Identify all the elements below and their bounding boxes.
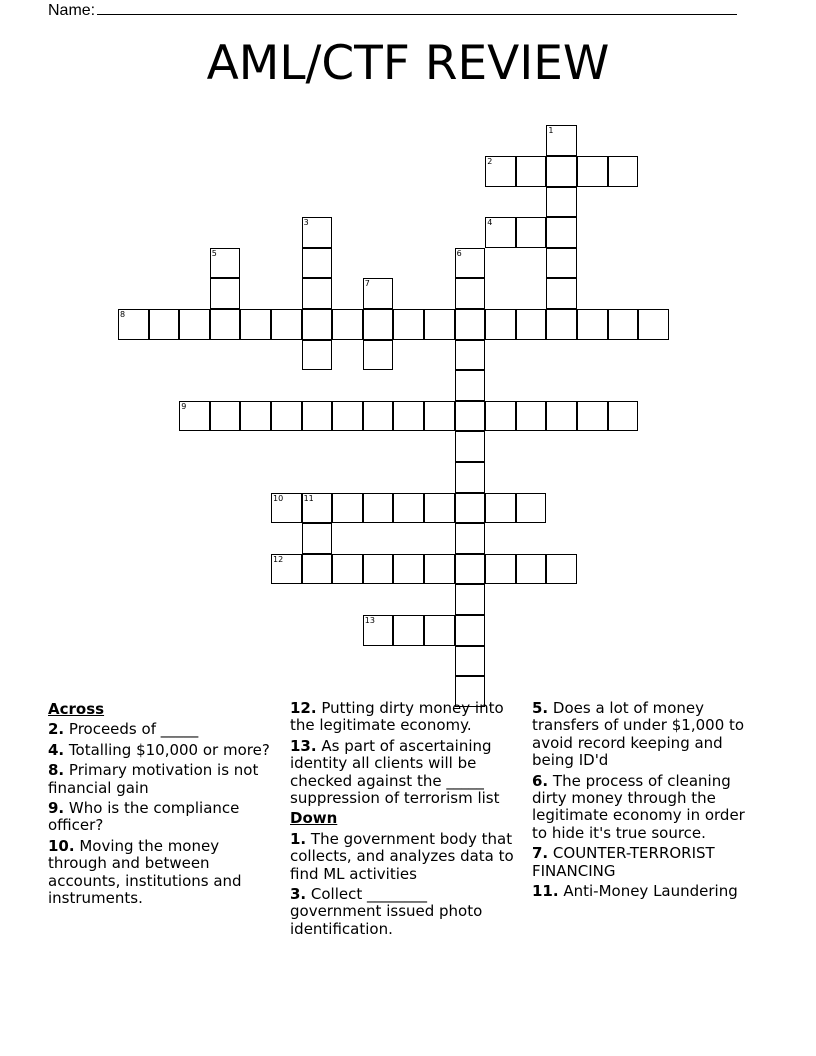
clue-item-text: The process of cleaning dirty money through the legitimate economy in order to hide it's true source. <box>532 771 745 842</box>
clue-item-number: 11. <box>532 882 559 901</box>
clue-item-text: Primary motivation is not financial gain <box>48 761 259 797</box>
clue-number: 1 <box>548 126 554 136</box>
grid-cell[interactable] <box>546 554 577 585</box>
grid-cell[interactable] <box>240 401 271 432</box>
clue-item-number: 10. <box>48 836 75 855</box>
clue-item-number: 8. <box>48 761 65 780</box>
clue-item-number: 12. <box>290 699 317 717</box>
grid-cell[interactable] <box>424 401 455 432</box>
grid-cell[interactable] <box>455 584 486 615</box>
grid-cell[interactable] <box>516 156 547 187</box>
puzzle-title: AML/CTF REVIEW <box>206 36 610 91</box>
grid-cell[interactable] <box>485 309 516 340</box>
grid-cell[interactable] <box>455 340 486 371</box>
grid-cell[interactable] <box>424 554 455 585</box>
clue-number: 8 <box>120 310 126 319</box>
clue-item <box>290 700 522 735</box>
clue-item <box>48 762 280 797</box>
grid-cell[interactable] <box>332 401 363 432</box>
grid-cell-numbered[interactable] <box>363 615 394 646</box>
clue-number: 9 <box>181 401 187 411</box>
grid-cell-numbered[interactable] <box>485 156 516 187</box>
grid-cell[interactable] <box>516 309 547 340</box>
grid-cell[interactable] <box>363 554 394 585</box>
clue-item-number: 5. <box>532 699 549 717</box>
clue-item-text: Collect ________ government issued photo identification. <box>290 885 483 938</box>
grid-cell[interactable] <box>455 431 486 462</box>
clue-number: 7 <box>364 279 370 289</box>
grid-cell[interactable] <box>577 401 608 432</box>
clue-number: 2 <box>487 157 493 166</box>
grid-cell-numbered[interactable] <box>546 125 577 156</box>
across-clue-list-continued <box>290 700 522 807</box>
clue-item <box>532 773 764 843</box>
clue-item <box>48 742 280 759</box>
grid-cell[interactable] <box>363 401 394 432</box>
clue-item <box>290 886 522 938</box>
clue-item-number: 13. <box>290 736 317 755</box>
clue-item <box>532 883 764 900</box>
grid-cell[interactable] <box>455 646 486 677</box>
grid-cell[interactable] <box>485 554 516 585</box>
grid-cell[interactable] <box>302 278 333 309</box>
name-label: Name: <box>48 2 96 19</box>
grid-cell[interactable] <box>302 309 333 340</box>
grid-cell[interactable] <box>210 278 241 309</box>
clue-item-number: 9. <box>48 799 65 818</box>
clue-item <box>532 700 764 770</box>
grid-cell[interactable] <box>424 493 455 524</box>
grid-cell[interactable] <box>608 309 639 340</box>
clues-column-2 <box>290 700 522 941</box>
clue-item-number: 2. <box>48 720 65 739</box>
clue-item-text: Moving the money through and between accounts, institutions and instruments. <box>48 836 242 908</box>
grid-cell[interactable] <box>332 554 363 585</box>
clue-number: 12 <box>273 554 284 564</box>
grid-cell[interactable] <box>424 615 455 646</box>
grid-cell[interactable] <box>393 309 424 340</box>
grid-cell[interactable] <box>455 523 486 554</box>
grid-cell[interactable] <box>516 217 547 248</box>
grid-cell[interactable] <box>363 493 394 524</box>
clue-number: 5 <box>211 248 217 258</box>
clue-item-text: Proceeds of _____ <box>64 720 199 739</box>
clue-item <box>290 738 522 808</box>
grid-cell[interactable] <box>149 309 180 340</box>
clue-item-text: Totalling $10,000 or more? <box>64 740 270 759</box>
grid-cell[interactable] <box>455 615 486 646</box>
grid-cell-numbered[interactable] <box>118 309 149 340</box>
grid-cell[interactable] <box>240 309 271 340</box>
grid-cell[interactable] <box>516 401 547 432</box>
clue-item-text: The government body that collects, and analyzes data to find ML activities <box>290 829 514 883</box>
grid-cell-numbered[interactable] <box>210 248 241 279</box>
clue-item-text: As part of ascertaining identity all clients will be checked against the _____ suppression of terrorism list <box>290 736 500 808</box>
clue-item-number: 1. <box>290 829 307 848</box>
clue-item <box>290 831 522 883</box>
clue-item-number: 7. <box>532 844 549 863</box>
grid-cell[interactable] <box>485 493 516 524</box>
clue-item-text: Putting dirty money into the legitimate economy. <box>290 699 504 735</box>
grid-cell[interactable] <box>271 401 302 432</box>
across-heading: Across <box>48 700 105 718</box>
grid-cell-numbered[interactable] <box>302 493 333 524</box>
grid-cell[interactable] <box>546 187 577 218</box>
grid-cell-numbered[interactable] <box>302 217 333 248</box>
clue-item-text: Who is the compliance officer? <box>48 799 240 835</box>
grid-cell[interactable] <box>546 156 577 187</box>
grid-cell[interactable] <box>485 401 516 432</box>
clue-number: 11 <box>303 493 314 503</box>
grid-cell-numbered[interactable] <box>455 248 486 279</box>
grid-cell[interactable] <box>577 309 608 340</box>
grid-cell[interactable] <box>455 401 486 432</box>
clues-column-3 <box>532 700 764 903</box>
clue-item <box>48 721 280 738</box>
grid-cell[interactable] <box>332 309 363 340</box>
grid-cell[interactable] <box>302 248 333 279</box>
clue-item-number: 3. <box>290 885 307 904</box>
grid-cell[interactable] <box>608 156 639 187</box>
grid-cell[interactable] <box>363 309 394 340</box>
clues-column-1 <box>48 700 280 910</box>
clue-item-text: Anti-Money Laundering <box>558 882 738 901</box>
grid-cell[interactable] <box>424 309 455 340</box>
grid-cell[interactable] <box>393 493 424 524</box>
grid-cell[interactable] <box>455 370 486 401</box>
grid-cell[interactable] <box>516 554 547 585</box>
grid-cell[interactable] <box>455 462 486 493</box>
clue-item <box>532 845 764 880</box>
grid-cell[interactable] <box>577 156 608 187</box>
down-heading: Down <box>290 809 338 828</box>
grid-cell[interactable] <box>638 309 669 340</box>
grid-cell[interactable] <box>302 523 333 554</box>
clue-item-text: COUNTER-TERRORIST FINANCING <box>532 844 715 880</box>
clue-number: 4 <box>487 218 493 228</box>
grid-cell-numbered[interactable] <box>363 278 394 309</box>
grid-cell[interactable] <box>455 554 486 585</box>
grid-cell-numbered[interactable] <box>179 401 210 432</box>
grid-cell[interactable] <box>393 615 424 646</box>
grid-cell[interactable] <box>455 309 486 340</box>
across-clue-list <box>48 721 280 907</box>
grid-cell[interactable] <box>271 309 302 340</box>
grid-cell[interactable] <box>546 217 577 248</box>
clue-item-number: 6. <box>532 771 549 790</box>
grid-cell[interactable] <box>210 401 241 432</box>
grid-cell[interactable] <box>393 554 424 585</box>
clue-number: 6 <box>456 248 462 258</box>
down-clue-list-continued <box>532 700 764 900</box>
clue-number: 10 <box>273 493 284 503</box>
grid-cell[interactable] <box>332 493 363 524</box>
grid-cell[interactable] <box>210 309 241 340</box>
grid-cell[interactable] <box>302 340 333 371</box>
grid-cell-numbered[interactable] <box>271 554 302 585</box>
grid-cell-numbered[interactable] <box>271 493 302 524</box>
grid-cell[interactable] <box>516 493 547 524</box>
clue-item-number: 4. <box>48 740 65 759</box>
grid-cell-numbered[interactable] <box>485 217 516 248</box>
grid-cell[interactable] <box>546 278 577 309</box>
grid-cell[interactable] <box>179 309 210 340</box>
grid-cell[interactable] <box>546 248 577 279</box>
grid-cell[interactable] <box>455 278 486 309</box>
grid-cell[interactable] <box>363 340 394 371</box>
grid-cell[interactable] <box>455 493 486 524</box>
grid-cell[interactable] <box>546 309 577 340</box>
clue-item <box>48 800 280 835</box>
down-clue-list <box>290 831 522 938</box>
clue-number: 13 <box>364 616 375 625</box>
clue-item <box>48 838 280 908</box>
clue-number: 3 <box>303 218 309 228</box>
grid-cell[interactable] <box>302 554 333 585</box>
grid-cell[interactable] <box>608 401 639 432</box>
grid-cell[interactable] <box>546 401 577 432</box>
grid-cell[interactable] <box>393 401 424 432</box>
clue-item-text: Does a lot of money transfers of under $1,000 to avoid record keeping and being ID'd <box>532 699 745 770</box>
grid-cell[interactable] <box>302 401 333 432</box>
